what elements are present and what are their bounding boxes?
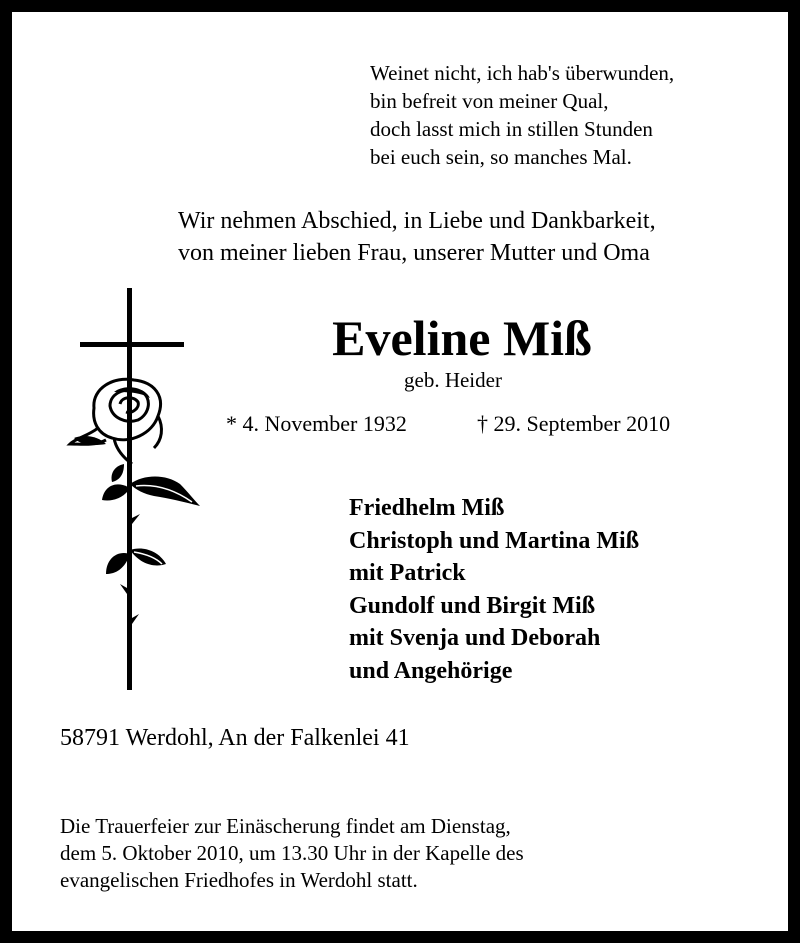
death-date: † 29. September 2010 [477,411,671,436]
mourner-line: und Angehörige [349,657,513,684]
intro-line: Wir nehmen Abschied, in Liebe und Dankbarkeit, [178,208,656,234]
obituary-notice [12,12,788,931]
poem-line: Weinet nicht, ich hab's überwunden, [370,61,675,85]
poem-line: bei euch sein, so manches Mal. [370,145,632,169]
family-address: 58791 Werdohl, An der Falkenlei 41 [60,725,410,751]
mourner-line: mit Svenja und Deborah [349,625,601,652]
poem-line: bin befreit von meiner Qual, [370,89,609,113]
mourner-line: Friedhelm Miß [349,495,505,521]
mourners-list [349,492,639,688]
service-line: dem 5. Oktober 2010, um 13.30 Uhr in der Kapelle des [60,841,524,865]
poem-line: doch lasst mich in stillen Stunden [370,117,653,141]
mourner-line: Christoph und Martina Miß [349,527,640,554]
intro-line: von meiner lieben Frau, unserer Mutter und Oma [178,240,650,266]
service-line: Die Trauerfeier zur Einäscherung findet am Dienstag, [60,814,511,838]
mourner-line: Gundolf und Birgit Miß [349,592,596,619]
deceased-name: Eveline Miß [332,310,592,366]
maiden-name: geb. Heider [404,368,502,392]
birth-date: * 4. November 1932 [226,411,407,436]
service-line: evangelischen Friedhofes in Werdohl statt. [60,868,418,892]
farewell-intro [178,205,656,269]
poem [370,59,674,171]
funeral-service-info [60,813,524,894]
mourner-line: mit Patrick [349,560,466,587]
